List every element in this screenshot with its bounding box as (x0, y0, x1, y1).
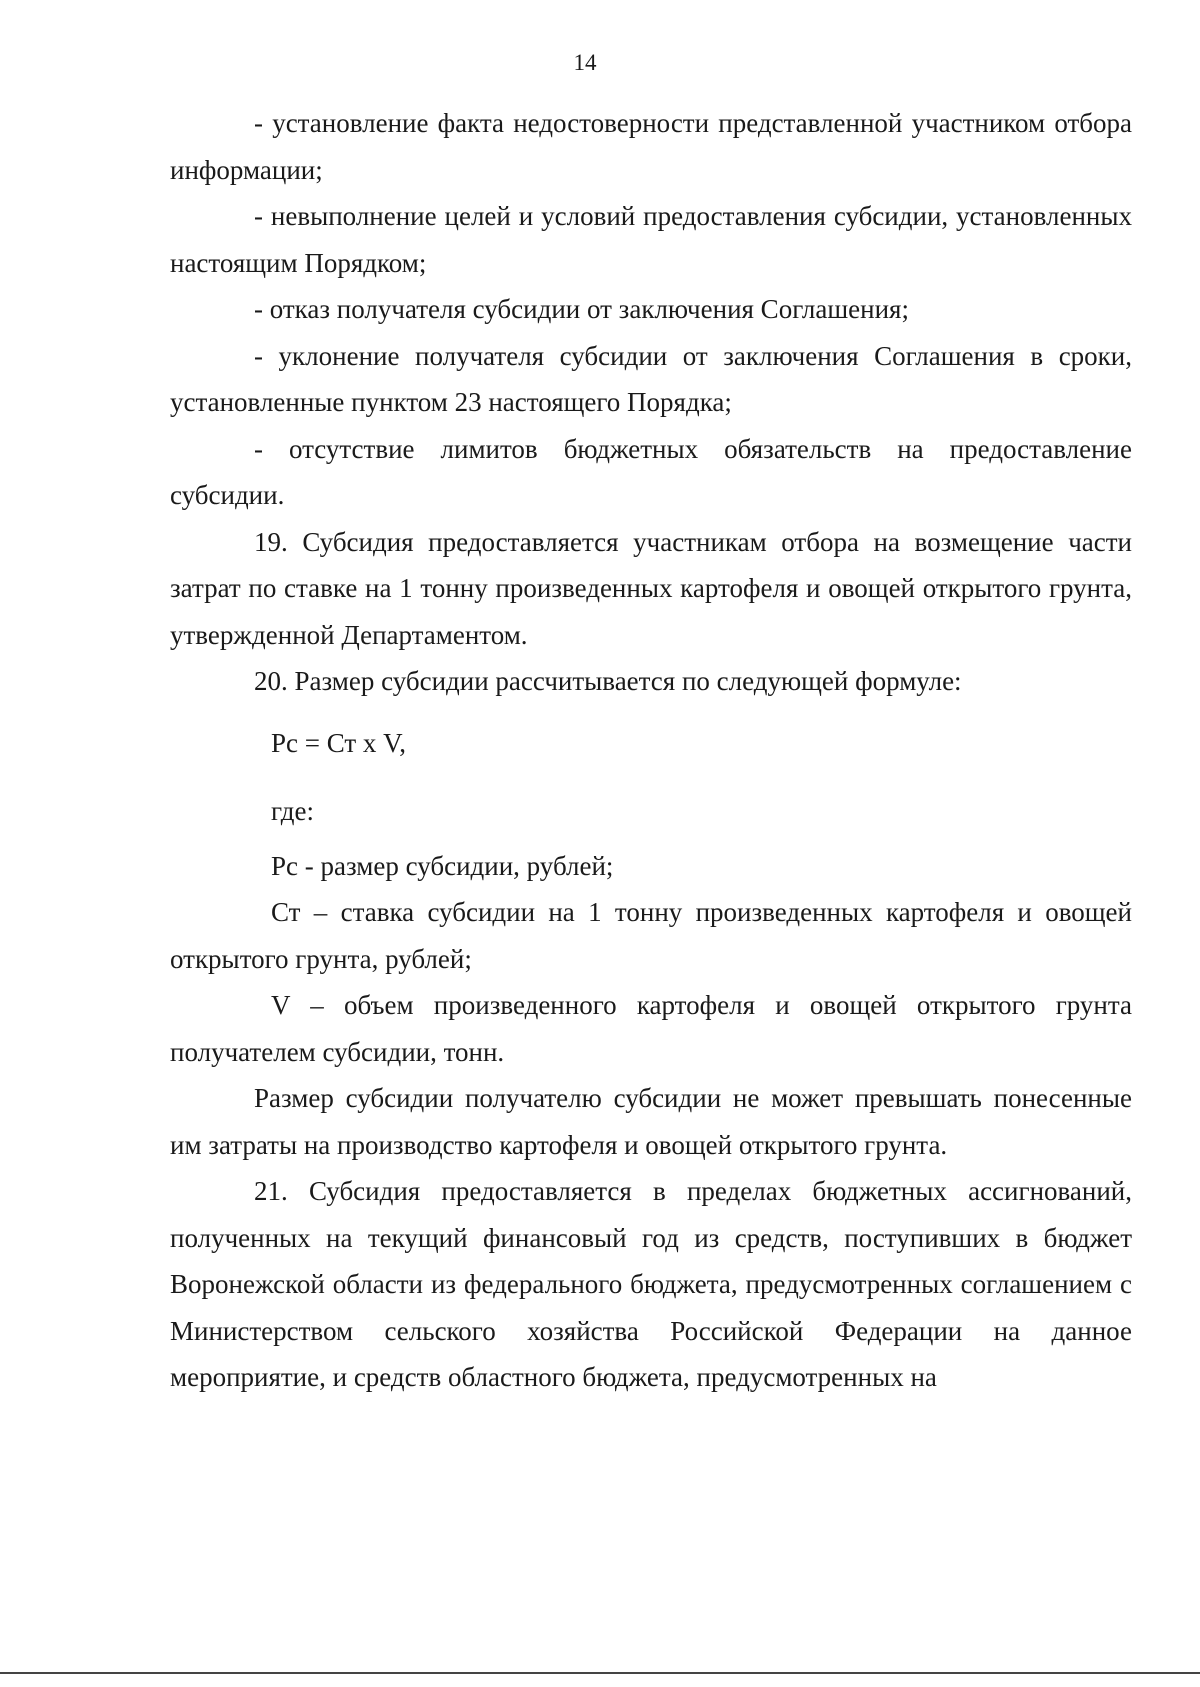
definition-v: V – объем произведенного картофеля и овощей открытого грунта получателем субсидии, тонн. (170, 990, 1132, 1067)
paragraph-unreliable-info: - установление факта недостоверности представленной участником отбора информации; (170, 108, 1132, 185)
paragraph-no-limits: - отсутствие лимитов бюджетных обязательств на предоставление субсидии. (170, 433, 1132, 510)
scan-edge-line (0, 1672, 1200, 1674)
page-number: 14 (573, 50, 597, 75)
paragraph-refusal: - отказ получателя субсидии от заключения Соглашения; (254, 294, 909, 324)
document-body (170, 100, 1132, 1401)
paragraph-clause-21: 21. Субсидия предоставляется в пределах бюджетных ассигнований, полученных на текущий финансовый год из средств, поступивших в бюджет Воронежской области из федерального бюджета, предусмотренных соглашением с Министерством сельского хозяйства Российской Федерации на данное мероприятие, и средств областного бюджета, предусмотренных на (170, 1176, 1132, 1392)
paragraph-clause-20: 20. Размер субсидии рассчитывается по следующей формуле: (254, 666, 962, 696)
definition-st: Ст – ставка субсидии на 1 тонну произведенных картофеля и овощей открытого грунта, рублей; (170, 897, 1132, 974)
paragraph-clause-19: 19. Субсидия предоставляется участникам отбора на возмещение части затрат по ставке на 1 тонну произведенных картофеля и овощей открытого грунта, утвержденной Департаментом. (170, 526, 1132, 650)
paragraph-non-fulfillment: - невыполнение целей и условий предоставления субсидии, установленных настоящим Порядком; (170, 201, 1132, 278)
paragraph-evasion: - уклонение получателя субсидии от заключения Соглашения в сроки, установленные пунктом 23 настоящего Порядка; (170, 340, 1132, 417)
formula: Рс = Ст х V, (271, 727, 406, 758)
paragraph-max-subsidy: Размер субсидии получателю субсидии не может превышать понесенные им затраты на производство картофеля и овощей открытого грунта. (170, 1083, 1132, 1160)
definition-rs: Рс - размер субсидии, рублей; (271, 850, 614, 881)
formula-where: где: (271, 796, 314, 826)
